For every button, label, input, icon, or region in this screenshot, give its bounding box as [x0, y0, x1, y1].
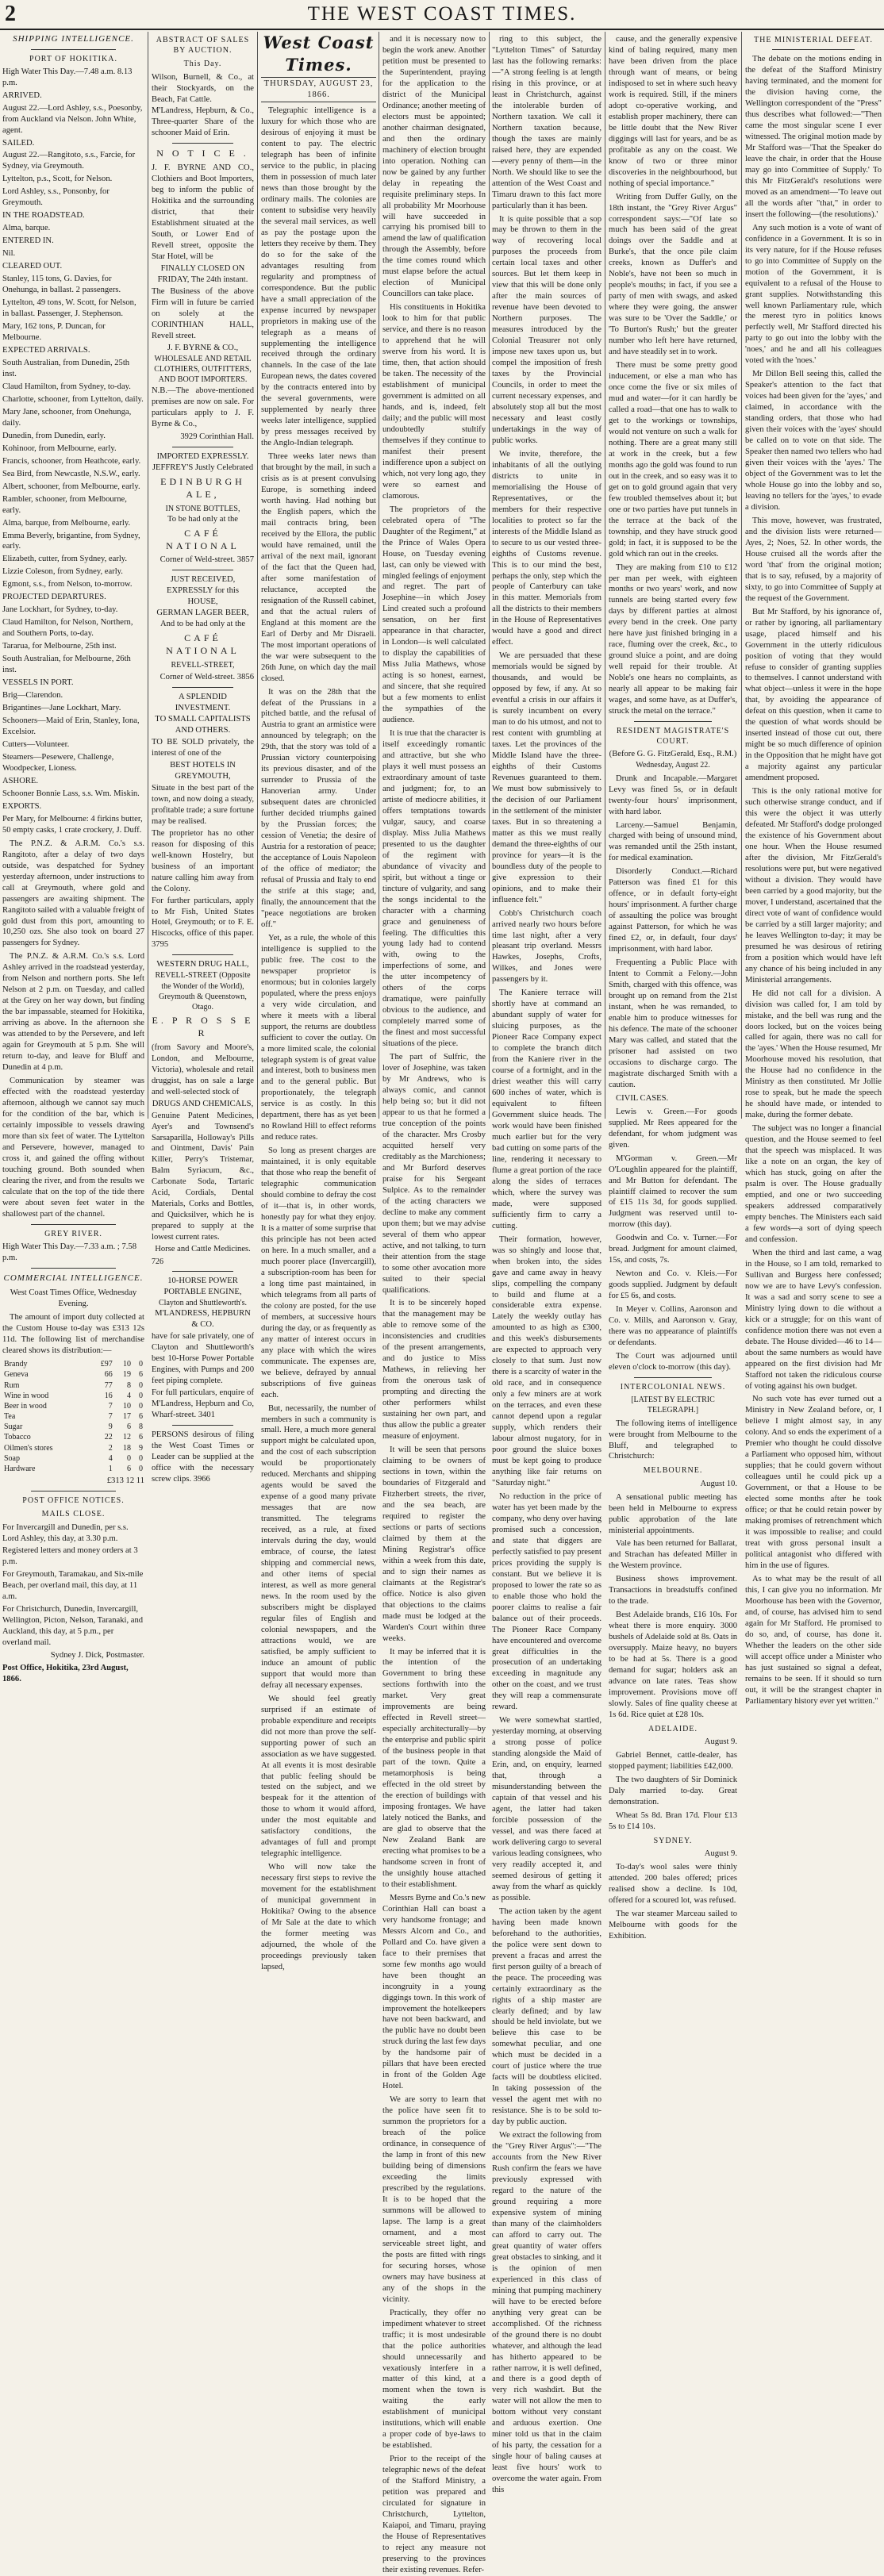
article-paragraph: It is to be sincerely hoped that the management may be able to remove some of the inconsistencies and crudities of the present arrangements, and do justice to Miss Mathews, in relieving her from the onerous task of prompting and directing the other performers whilst sustaining her own part, and thus allow the public a greater measure of enjoyment.	[382, 1299, 486, 1442]
shipping-line: Per Mary, for Melbourne: 4 firkins butter, 50 empty casks, 1 crate crockery, J. Duff.	[2, 814, 143, 835]
shipping-line: Tararua, for Melbourne, 25th inst.	[2, 642, 117, 651]
editorial-masthead: West Coast Times.	[263, 33, 375, 75]
article-paragraph: No reduction in the price of water has yet been made by the company, who deny over having promised such a concession, and state that diggers are perfectly satisfied to pay present prices providing the supply is constant. But we believe it is proposed to lower the rate so as to enable those who hold the poorer claims to realise a fair balance out of their proceeds. The Pioneer Race Company have encountered and overcome great difficulties in the prosecution of an undertaking exceeding in magnitude any other on the coast, and we trust they will reap a commensurate reward.	[492, 1491, 602, 1712]
divider	[172, 143, 233, 144]
shipping-line: Charlotte, schooner, from Lyttelton, daily.	[2, 394, 144, 404]
ministerial-paragraphs	[745, 54, 882, 1706]
article-paragraph: He did not call for a division. A division was called for, I am told by mistake, and the bell was rung and the doors locked, but on the voices being called for again, there was no call for the 'ayes.' When the House resumed, Mr Moorhouse moved his resolution, that the House had no confidence in the Ministry as then constituted. Mr Jollie rose to speak, but he made the speech he should have made, or intended to make, during the former debate.	[745, 989, 882, 1120]
column-advertisements	[152, 32, 254, 1484]
ad-signature: Corner of Weld-street. 3856	[160, 673, 254, 682]
divider	[634, 721, 711, 722]
column-court-intercolonial	[609, 32, 737, 1941]
duty-row	[2, 1369, 144, 1380]
ad-line: E. P R O S S E R	[152, 1015, 254, 1038]
ad-text: PERSONS desirous of filing the West Coast Times or Leader can be supplied at the office with the necessary screw clips. 3966	[152, 1430, 254, 1484]
court-case: The Court was adjourned until eleven o'clock to-morrow (this day).	[609, 1352, 737, 1372]
duty-table	[2, 1359, 144, 1474]
duty-row	[2, 1422, 144, 1432]
article-paragraph: Their formation, however, was so shingly and loose that, when broken into, the sides gave and came away in heavy slips, compelling the company to build and flume at a considerable extra expense. Lately the weekly outlay has amounted to as high as £300, and this week's disbursements are expected to approach very closely to that sum. Just now there is a scarcity of water in the old race, and in consequence only a few miners are at work on the terraces, and even these cannot depend upon a regular supply, which renders their labour almost nugatory, for in poor ground the sluice boxes must be kept going to produce anything like fair returns on "Saturday night."	[492, 1234, 602, 1488]
ad-signature: Corner of Weld-street. 3857	[160, 555, 254, 565]
court-case: Disorderly Conduct.—Richard Patterson was fined £1 for this offence, or in default forty-eight hours' imprisonment. A further charge of assaulting the police was brought against Patterson, for which he was fined £2, or, in default, four days' imprisonment, with hard labor.	[609, 867, 737, 954]
duty-cell: 6	[139, 1412, 143, 1422]
local-news-paragraphs	[382, 34, 486, 2576]
article-paragraph: This is the only rational motive for such otherwise strange conduct, and if this were the object it was utterly defeated. Mr Stafford's dodge prolonged the existence of his Government about one hour. When the House resumed after the division, Mr FitzGerald's resolutions were put, but were negatived without a division. They would have been carried by a good majority, but the mover, I understand, ascertained that the direct vote of want of confidence would be carried by a still larger majority; and he leaves Wellington to-day; it may be presumed he was desirous of retiring from a position which would have left any chance of his being included in any Ministerial arrangements.	[745, 787, 882, 985]
shipping-line: South Australian, from Dunedin, 25th inst.	[2, 358, 130, 378]
court-case: M'Gorman v. Green.—Mr O'Loughlin appeared for the plaintiff, and Mr Button for defendant. The plaintiff claimed to recover the sum of £15 11s 3d, for goods supplied. Judgment was reserved until to-morrow (this day).	[609, 1154, 737, 1230]
column-rule	[257, 32, 258, 1119]
shipping-line: Elizabeth, cutter, from Sydney, early.	[2, 555, 128, 564]
ad-text: For full particulars, enquire of M'Landress, Hepburn and Co, Wharf-street. 3401	[152, 1388, 254, 1420]
duty-cell: Tea	[4, 1412, 16, 1422]
shipping-line: ARRIVED.	[2, 90, 42, 100]
shipping-line: Claud Hamilton, for Nelson, Northern, and Southern Ports, to-day.	[2, 618, 133, 639]
article-paragraph: The action taken by the agent having been made known beforehand to the authorities, the police were sent down to prevent a fracas and arrest the first person guilty of a breach of the peace. The proceeding was certainly extraordinary as the rights of a ship master are clearly defined; and by law should be held inviolate, but we believe this case to be somewhat peculiar, and one which must be decided in a court of justice where the true facts will be doubtless elicited. In taking possession of the vessel the agent met with no resistance. She is to be sold to-day by public auction.	[492, 1906, 602, 2127]
duty-cell: Oilmen's stores	[4, 1443, 53, 1453]
ad-heading: A SPLENDID INVESTMENT.	[175, 693, 231, 713]
divider	[31, 1224, 116, 1225]
ad-text: TO BE SOLD privately, the interest of one of the	[152, 737, 254, 758]
news-item: The war steamer Marceau sailed to Melbourne with goods for the Exhibition.	[609, 1909, 737, 1941]
shipping-line: EXPORTS.	[2, 801, 42, 811]
port-heading: PORT OF HOKITIKA.	[29, 54, 117, 63]
ad-line: CAFÉ NATIONAL	[166, 632, 240, 657]
court-before: (Before G. G. FitzGerald, Esq., R.M.)	[609, 750, 737, 759]
shipping-line: Brigantines—Jane Lockhart, Mary.	[2, 704, 121, 713]
post-line: For Greymouth, Taramakau, and Six-mile Beach, per overland mail, this day, at 11 a.m.	[2, 1570, 144, 1602]
shipping-line: Kohinoor, from Melbourne, early.	[2, 443, 117, 453]
article-paragraph: Three weeks later news than that brought by the mail, in such a crisis as is at present convulsing Europe, is something indeed worth having. Had nothing but the English papers, which the mail contracts bring, been received by the Ellora, the public would have remained, until the arrival of the next mail, ignorant of the fact that the Queen had, after some manifestation of reluctance, accepted the resignation of the Russell cabinet, and that the actual rulers of England at this moment are the Earl of Derby and Mr Disraeli. The most important operations of the war were subsequent to the 26th June, on which day the mail closed.	[261, 452, 376, 683]
shipping-line: Sea Bird, from Newcastle, N.S.W., early.	[2, 469, 140, 478]
duty-cell: 9	[108, 1422, 113, 1432]
ad-line: And to be had only at the	[160, 620, 246, 629]
duty-total: £313 12 11	[106, 1476, 144, 1486]
melbourne-heading: MELBOURNE.	[643, 1466, 703, 1476]
divider	[31, 1268, 116, 1269]
news-item: Business shows improvement. Transactions in breadstuffs confined to the trade.	[609, 1575, 737, 1607]
duty-cell: 6	[139, 1370, 143, 1380]
auction-this-day: This Day.	[183, 60, 222, 69]
duty-cell: 9	[139, 1443, 143, 1453]
adelaide-paragraphs	[609, 1750, 737, 1833]
commercial-heading: COMMERCIAL INTELLIGENCE.	[3, 1273, 144, 1283]
duty-cell: Brandy	[4, 1360, 28, 1369]
shipping-line: SAILED.	[2, 138, 35, 148]
divider	[172, 1271, 233, 1272]
article-paragraph: Writing from Duffer Gully, on the 18th instant, the "Grey River Argus" correspondent says:—"Of late so much has been said of the great doings over the Saddle and at Burke's, that the once pile claim creeks, known as Duffer's and Noble's, have not been so much in people's mouths; in fact, if you see a party of men with swags, and asked where they were going, the answer was sure to be 'Over the Saddle,' or 'To Burton's Rush;' but the greater number who left here have returned, and have steadily set in to work.	[609, 192, 737, 357]
shipping-line: VESSELS IN PORT.	[2, 678, 74, 688]
page-number: 2	[5, 2, 16, 26]
post-line: For Christchurch, Dunedin, Invercargill, Wellington, Picton, Nelson, Taranaki, and Auckland, this day, at 5 p.m., per overland mail.	[2, 1605, 144, 1648]
auction-heading: ABSTRACT OF SALES BY AUCTION.	[156, 36, 250, 56]
ad-line: M'LANDRESS, HEPBURN & CO.	[155, 1309, 251, 1330]
shipping-line: Alma, barque.	[2, 224, 51, 233]
article-paragraph: They are making from £10 to £12 per man per week, with eighteen months or two years' work, and now tunnels are being started every few days by different parties at almost every bend in the creek. One party here have just finished bringing in a race, fluming over the creek, &c., to ground sluice a point, and are doing well repaid for their trouble. At Noble's one hears no complaints, as nearly all appear to be making fair wages, and some have, as at Duffer's, struck the metal on the terrace."	[609, 562, 737, 716]
article-paragraph: and it is necessary now to begin the work anew. Another petition must be presented to the Superintendent, praying for the application to the district of the Municipal Ordinance; another meeting of electors must be appointed; another chairman designated, and then the ordinary machinery of election brought into operation. Nothing can now be gained by any further delay in repeating the requisite preliminary steps. In all probability Mr Moorhouse will have succeeded in carrying his promised bill to amend the law of qualification through the Assembly, before the time comes round which must elapse before the actual election of Municipal Councillors can take place.	[382, 35, 486, 299]
duty-cell: Hardware	[4, 1465, 36, 1473]
ad-line: REVELL-STREET,	[171, 660, 235, 670]
intercolonial-intro: The following items of intelligence were brought from Melbourne to the Bluff, and telegraphed to Christchurch:	[609, 1419, 737, 1461]
court-case: CIVIL CASES.	[616, 1093, 669, 1103]
shipping-line: Steamers—Pesewere, Challenge, Woodpecker, Lioness.	[2, 752, 114, 773]
duty-cell: 0	[139, 1465, 143, 1473]
article-paragraph: We are persuaded that these memorials would be signed by thousands, and would be opposed by few, if any. At so eventful a crisis in our affairs it is surely incumbent on every man to do his utmost, and not to rest content with grumbling at taxes. Let the provinces of the Middle Island have the three-eighths of their Customs Revenues guaranteed to them. We must bow submissively to the decision of our Parliament in the settlement of the minister taxes. But in so threatening a matter as this we must really demand the three-eighths of our province for years—it is the boundless duty of the people to give expression to their opinions, and to make their influence felt."	[492, 651, 602, 904]
column-shipping-commercial	[2, 32, 144, 1684]
shipping-line: Schooners—Maid of Erin, Stanley, Iona, Excelsior.	[2, 716, 140, 737]
auction-item: M'Landress, Hepburn, & Co., Three-quarter Share of the schooner Maid of Erin.	[152, 106, 254, 138]
duty-row	[2, 1464, 144, 1474]
post-date: Post Office, Hokitika, 23rd August, 1866.	[2, 1664, 129, 1684]
article-paragraph: The debate on the motions ending in the defeat of the Stafford Ministry having terminated, and the moment for the division having come, the Wellington correspondent of the "Press" thus describes what followed:—"Then came the most singular scene I ever witnessed. The original motion made by Mr Stafford was—'That the Speaker do leave the chair, in order that the House may go into Committee of Supply.' To this Mr FitzGerald's resolutions were moved as an amendment—'To leave out all the words after "that," in order to insert the following—(the resolutions).'	[745, 55, 882, 219]
ad-heading: JUST RECEIVED,	[170, 575, 236, 585]
news-item: The two daughters of Sir Dominick Daly married to-day. Great demonstration.	[609, 1776, 737, 1806]
duty-cell: 0	[139, 1401, 143, 1411]
article-paragraph: Yet, as a rule, the whole of this intelligence is supplied to the public free. The cost to the newspaper proprietor is enormous; but in colonies largely populated, where the press enjoys a very wide circulation, and where it meets with a liberal support, the returns are doubtless sufficient to cover the outlay. On a more limited scale, the colonial telegraph system is of great value and interest, both to business men and to the general public. But proportionately, the telegraph service is as costly. In this department, there has as yet been no Rowland Hill to effect reforms and reduce rates.	[261, 933, 376, 1142]
article-paragraph: His constituents in Hokitika look to him for that public service, and there is no reason to apprehend that he will swerve from his word. It is time, then, that action should be taken. The necessity of the establishment of municipal government is admitted on all hands, and is, indeed, felt daily; and the public will most undoubtedly stultify themselves if they continue to manifest their present indifference upon a subject on which, not very long ago, they were so earnest and clamorous.	[382, 303, 486, 501]
duty-cell: 16	[104, 1391, 113, 1400]
article-paragraph: We extract the following from the "Grey River Argus":—"The accounts from the New River Rush confirm the fears we have previously expressed with regard to the nature of the ground requiring a more expensive system of mining than many of the claimholders can afford to carry out. The great quantity of water offers great obstacles to sinking, and it is the opinion of men experienced in this class of mining that pumping machinery will have to be erected before anything very great can be accomplished. Of the richness of the ground there is no doubt whatever, and although the lead has hitherto appeared to be rather narrow, it is well defined, and there is a good depth of very rich washdirt. But the water will not allow the men to bottom without very constant and arduous exertion. One miner told us that in the claim of his party, the cessation for a single hour of baling causes at least five hours' work to overcome the water again. From this	[492, 2131, 602, 2495]
duty-cell: 10	[123, 1401, 131, 1411]
ad-line: CAFÉ NATIONAL	[166, 527, 240, 551]
shipping-line: Stanley, 115 tons, G. Davies, for Onehunga, in ballast. 2 passengers.	[2, 274, 121, 295]
article-paragraph: But Mr Stafford, by his ignorance of, or rather by ignoring, all parliamentary usage, placed himself and his Government in the utterly ridiculous position of voting that they would refuse to consider of granting supplies to themselves. I cannot understand with what object—unless it were in the hope that, by avoiding the appearance of defeat on this question, when it came to the question of what words should be inserted instead of those cut out, there might be so much difference of opinion in the Opposition that he might have got a majority against any particular amendment proposed.	[745, 607, 882, 783]
article-paragraph: Cobb's Christchurch coach arrived nearly two hours before time last night, after a very pleasant trip overland. Messrs Hawkes, Josephs, Crofts, Wilkes, and Jones were passengers by it.	[492, 908, 602, 985]
ad-line: JEFFREY'S Justly Celebrated	[152, 463, 254, 473]
shipping-line: South Australian, for Melbourne, 26th inst.	[2, 655, 131, 675]
duty-cell: 4	[108, 1453, 113, 1463]
nb-signature: 3929 Corinthian Hall.	[180, 432, 254, 442]
column-local-news	[382, 32, 486, 2574]
divider	[31, 49, 116, 50]
ad-line: GERMAN LAGER BEER,	[156, 608, 249, 618]
duty-cell: 22	[104, 1433, 113, 1442]
shipping-line: Mary Jane, schooner, from Onehunga, daily.	[2, 407, 132, 428]
duty-row	[2, 1391, 144, 1401]
post-lines	[2, 1522, 144, 1649]
duty-cell: Soap	[4, 1453, 20, 1463]
court-heading: RESIDENT MAGISTRATE'S COURT.	[616, 727, 730, 747]
notice-heading: N O T I C E .	[156, 148, 249, 159]
news-item: Best Adelaide brands, £16 10s. For wheat there is more enquiry. 3000 bushels of Adelaide sold at 8s. Oats in oversupply. Maize heavy, no buyers to be had at 5s. There is a good demand for sugar; holders ask an advance on late rates. Teas show improvement. Provisions move off slowly. Sales of fine quality cheese at 1s 6d. Rice quiet at £28 10s.	[609, 1610, 737, 1719]
divider	[172, 687, 233, 688]
column-local-news-continued	[492, 32, 602, 2495]
duty-cell: 0	[139, 1380, 143, 1390]
duty-cell: 12	[123, 1433, 131, 1442]
duty-cell: 66	[104, 1370, 113, 1380]
duty-cell: 8	[139, 1422, 143, 1432]
shipping-line: August 22.—Lord Ashley, s.s., Poesonby, from Auckland via Nelson. John White, agent.	[2, 103, 143, 135]
shipping-line: Emma Beverly, brigantine, from Sydney, early.	[2, 531, 140, 551]
nb-text: N.B.—The above-mentioned premises are now on sale. For particulars apply to J. F. Byrne & Co.,	[152, 386, 254, 429]
article-paragraph: This move, however, was frustrated, and the division lists were returned—Ayes, 2; Noes, 52. In other words, the House cruised all the words after the word 'that' from the original motion; that is to say, refused, by a majority of sixty, to go into Committee of Supply at the request of the Government.	[745, 516, 882, 603]
article-paragraph: It may be inferred that it is the intention of the Government to bring these sections forthwith into the market. Very great improvements are being effected in Revell street—especially architecturally—by the enterprise and public spirit of the business people in that part of the town. Quite a metamorphosis is being effected in the old street by the erection of buildings with imposing frontages. We have lately noticed the Banks, and are glad to observe that the New Zealand Bank are erecting what promises to be a handsome screen in front of the unsightly house attached to their establishment.	[382, 1647, 486, 1889]
court-paragraphs	[609, 774, 737, 1373]
shipping-lines	[2, 67, 144, 836]
ad-text: have for sale privately, one of Clayton and Shuttleworth's best 10-Horse Power Portable Engines, with Pumps and 200 feet piping complete.	[152, 1332, 254, 1386]
article-paragraph: The part of Sulfric, the lover of Josephine, was taken by Mr Andrews, who is always comic, and cannot help being so; but it did not appear to us that he formed a true conception of the points of the character. Mrs Crosby acquitted herself very creditably as the Marchioness; and Mr Burford deserves praise for his Sergeant Sulpice. As to the remainder of the acting characters we decline to make any comment upon them; but we may advise several of them who appear active, and not talking, to turn their attention from the stage to some other avocation more suited to their special qualifications.	[382, 1053, 486, 1295]
ad-line: REVELL-STREET (Opposite the Wonder of the World), Greymouth & Queenstown, Otago.	[155, 971, 251, 1012]
duty-row	[2, 1401, 144, 1411]
news-item: A sensational public meeting has been held in Melbourne to express public approbation of the late ministerial appointments.	[609, 1492, 737, 1535]
duty-row	[2, 1411, 144, 1422]
masthead-title: THE WEST COAST TIMES.	[307, 3, 577, 25]
duty-cell: Geneva	[4, 1370, 29, 1380]
sydney-heading: SYDNEY.	[653, 1836, 693, 1845]
article-paragraph: cause, and the generally expensive kind of baling required, many men have been driven from the place through want of means, or being indisposed to set in where such heavy work is required. Still, if the miners adopt co-operative working, and establish proper machinery, there can be little doubt that the New River diggings will last for years, and be as profitable as any on the coast. We know of two or three minor discoveries in the neighbourhood, but nothing of special importance."	[609, 35, 737, 188]
imported-heading: IMPORTED EXPRESSLY.	[156, 452, 249, 462]
duty-cell: 7	[108, 1401, 113, 1411]
duty-row	[2, 1443, 144, 1453]
article-paragraph: The Kaniere terrace will shortly have at command an abundant supply of water for sluicing purposes, as the Pioneer Race Company expect to complete the branch ditch from the Kaniere river in the course of a fortnight, and in the driest weather this will carry 600 inches of water, which is equivalent to fifteen Government sluice heads. The work would have been finished much earlier but for the very bad cutting on some parts of the line, rendering it necessary to flume a great portion of the race along the sides of terraces which, where the survey was made, were supposed sufficiently firm to carry a cutting.	[492, 989, 602, 1230]
column-ministerial-defeat	[745, 32, 882, 1706]
diggings-paragraphs	[609, 34, 737, 717]
firm-name: J. F. BYRNE & CO.,	[167, 343, 239, 352]
shipping-line: EXPECTED ARRIVALS.	[2, 345, 90, 355]
court-case: Larceny.—Samuel Benjamin, charged with being of unsound mind, was remanded until the 25th instant, for medical examination.	[609, 820, 737, 863]
shipping-line: Schooner Bonnie Lass, s.s. Wm. Miskin.	[2, 789, 140, 798]
article-paragraph: We should feel greatly surprised if an estimate of probable expenditure and receipts did not more than prove the self-supporting power of such an association as we have suggested. At all events it is most desirable that public feeling should be tested on the subject, and we bespeak for it the attention of those to whom it would afford, under the most equitable and satisfactory conditions, the advantages of full and prompt telegraphic intelligence.	[261, 1694, 376, 1859]
ad-line: EDINBURGH ALE,	[160, 476, 245, 500]
ad-line: EXPRESSLY for this HOUSE,	[167, 586, 239, 607]
article-paragraph: It was on the 28th that the defeat of the Prussians in a pitched battle, and the refusal of Austria to grant an armistice were announced by telegraph; on the 29th, that the story was told of a Prussian victory counterpoising its previous disaster, and of the surrender to Prussia of the Hanoverian army. Under subsequent dates are chronicled further decided triumphs gained by the Prussian forces; the cession of Venetia; the desire of Austria for a restoration of peace; the acceptance of Louis Napoleon of the office of mediator; the refusal of Prussia and Italy to end the strife at this stage; and, finally, the announcement that the "peace negotiations are broken off."	[261, 687, 376, 929]
duty-cell: 0	[139, 1453, 143, 1463]
court-case: Frequenting a Public Place with Intent to Commit a Felony.—John Smith, charged with this offence, was brought up on remand from the 21st instant, when he was remanded, to enable him to produce witnesses for his defence. The mate of the schooner Mary was called, and stated that the prisoner had assisted on two occasions to discharge cargo. The magistrate discharged Smith with a caution.	[609, 958, 737, 1089]
ad-text: (from Savory and Moore's, London, and Melbourne, Victoria), wholesale and retail druggist, has on sale a large and well-selected stock of	[152, 1042, 254, 1096]
article-paragraph: We were somewhat startled, yesterday morning, at observing a strong posse of police standing alongside the Maid of Erin, and, on enquiry, learned that, through a misunderstanding between the captain of that vessel and his agent, the latter had taken forcible possession of the vessel, and was there faced at work delivering cargo to several various leading consignees, who very readily accepted it, and seemed desirous of getting it away from the wharf as quickly as possible.	[492, 1716, 602, 1902]
shipping-line: Lizzie Coleson, from Sydney, early.	[2, 567, 123, 577]
court-case: Lewis v. Green.—For goods supplied. Mr Rees appeared for the defendant, for whom judgment was given.	[609, 1107, 737, 1150]
article-paragraph: We are sorry to learn that the police have seen fit to summon the proprietors for a breach of the police ordinance, in consequence of the lamp in front of this new building being of dimensions exceeding the limits prescribed by the regulations. It is to be hoped that the summons will be allowed to lapse. The lamp is a great ornament, and a most serviceable street light, and the posts are fitted with rings for securing horses, whose owners may have business at any of the shops in the vicinity.	[382, 2095, 486, 2304]
duty-cell: 4	[127, 1391, 131, 1400]
ad-line: IN STONE BOTTLES,	[165, 504, 240, 513]
article-paragraph: The P.N.Z. & A.R.M. Co.'s s.s. Rangitoto, after a delay of two days outside, was despatched for Sydney yesterday afternoon, under instructions to call at Greymouth, where gold and passengers are awaiting shipment. The Rangitoto sailed with a valuable freight of gold dust from this port, amounting to 10,250 ozs. She also took on board 27 passengers for Sydney.	[2, 839, 144, 948]
article-paragraph: Mr Dillon Bell seeing this, called the Speaker's attention to the fact that voices had been given for the 'ayes,' and claimed, in accordance with the standing orders, that those who had given their voices with the 'ayes' should be called on to vote on that side. The Speaker then named two tellers who had given their voices with the 'ayes.' The object of the Government was to let the whole House go into the lobby and so, leaving no tellers for the 'ayes,' to evade a division.	[745, 370, 882, 512]
shipping-line: Brig—Clarendon.	[2, 691, 63, 701]
melbourne-paragraphs	[609, 1492, 737, 1721]
duty-cell: Tobacco	[4, 1433, 31, 1442]
shipping-line: Claud Hamilton, from Sydney, to-day.	[2, 382, 131, 391]
commercial-text: The amount of import duty collected at the Custom House to-day was £313 12s 11d. The following list of merchandise cleared shows its distribution:—	[2, 1313, 144, 1356]
duty-cell: 6	[127, 1422, 131, 1432]
melbourne-date: August 10.	[700, 1479, 737, 1488]
duty-cell: £97	[100, 1360, 113, 1369]
duty-cell: 6	[139, 1433, 143, 1442]
shipping-line: Cutters—Volunteer.	[2, 739, 70, 749]
article-paragraph: There must be some pretty good inducement, or else a man who has once come the five or six miles of mud and water—for it can hardly be called a road—that one has to walk to get to the workings or townships, would not venture on such a walk for nothing. There are a great many still at work in the creek, but a few months ago the gold was found to run out in the creek, and so easy was it to get on to gold ground again that very few troubled themselves about it; but one or two parties have put tunnels in the terrace at the back of the township, and they have struck good gold; in fact, it is supposed to be the gold which ran out in the creeks.	[609, 361, 737, 559]
duty-cell: 6	[127, 1465, 131, 1473]
duty-cell: 0	[127, 1453, 131, 1463]
duty-cell: 18	[123, 1443, 131, 1453]
ad-text: Situate in the best part of the town, and now doing a steady, profitable trade; a sure fortune may be realised.	[152, 783, 254, 826]
article-paragraph: As to what may be the result of all this, I can give you no information. Mr Moorhouse has been with the Governor, and, of course, has advised him to send again for Mr Stafford. He promised to do so, and, of course, has done it. Whether the leaders on the other side will accept office under a Minister who has just sustained so signal a defeat, remains to be seen. If it should so turn out, it will be the strangest chapter in Parliamentary history ever yet written."	[745, 1574, 882, 1706]
news-item: Wheat 5s 8d. Bran 17d. Flour £13 5s to £14 10s.	[609, 1810, 737, 1831]
shipping-line: IN THE ROADSTEAD.	[2, 211, 85, 221]
shipping-line: Lyttelton, p.s., Scott, for Nelson.	[2, 175, 113, 184]
shipping-line: August 22.—Rangitoto, s.s., Farcie, for Sydney, via Greymouth.	[2, 151, 136, 171]
article-paragraph: But, necessarily, the number of members in such a community is small. Here, a much more general support might be calculated upon, and the cost of each subscription would be proportionately reduced. Merchants and shipping agents would be saved the expense of a good many private messages that are now transmitted. The telegrams received, as a rule, at fixed intervals during the day, would embrace, of course, the latest shipping and commercial news, and other items of special interest, as well as more general news. In the room used by the subscribers might be displayed regular files of English and colonial newspapers, and the attractions would, we are satisfied, be amply sufficient to induce an amount of public support that would more than defray all necessary expenses.	[261, 1403, 376, 1690]
article-paragraph: No such vote has ever turned out a Ministry in New Zealand before, or, I believe I might almost say, in any colony. And so ends the experiment of a Premier who thought he could dissolve a Parliament who opposed him, without supplies; that he could govern without colleagues until he could pick up a Government, or that a House to be elected some months after he took office; or that he could retain power by making promises of retrenchment which it was impossible to realise; and could treat with gross personal insult a political antagonist who differed with him in the use of figures.	[745, 1395, 882, 1570]
column-rule	[741, 32, 742, 1119]
intercolonial-sub: [LATEST BY ELECTRIC TELEGRAPH.]	[631, 1395, 715, 1415]
divider	[172, 1425, 233, 1426]
masthead	[0, 0, 884, 30]
post-line: For Invercargill and Dunedin, per s.s. Lord Ashley, this day, at 3.30 p.m.	[2, 1522, 129, 1543]
shipping-line: ASHORE.	[2, 776, 39, 785]
ministerial-heading: THE MINISTERIAL DEFEAT.	[754, 36, 873, 44]
editorial-date: THURSDAY, AUGUST 23, 1866.	[261, 77, 376, 102]
duty-row	[2, 1380, 144, 1391]
post-office-heading: POST OFFICE NOTICES.	[22, 1496, 125, 1506]
auction-item: Wilson, Burnell, & Co., at their Stockyards, on the Beach, Fat Cattle.	[152, 72, 254, 104]
article-paragraph: Communication by steamer was effected with the roadstead yesterday afternoon, although we cannot say much for the condition of the bar, which is certainly impossible to vessels drawing more than six feet of water. The Lyttelton and Persevere, however, managed to cross it, and gained the offing without touching ground. Both sounded when clearing the river, and from the results we calculate that on the top of the tide there were about seven feet water in the shallowest part of the channel.	[2, 1077, 144, 1219]
court-case: In Meyer v. Collins, Aaronson and Co. v. Mills, and Aaronson v. Gray, there was no appearance of plaintiffs or defendants.	[609, 1305, 737, 1348]
court-case: Newton and Co. v. Kleis.—For goods supplied. Judgment by default for £5 6s, and costs.	[609, 1269, 737, 1301]
court-case: Goodwin and Co. v. Turner.—For bread. Judgment for amount claimed, 15s, and costs, 7s.	[609, 1234, 737, 1265]
article-paragraph: The P.N.Z. & A.R.M. Co.'s s.s. Lord Ashley arrived in the roadstead yesterday, from Nelson and northern ports. She left Nelson at 2 p.m. on Tuesday, and called at the Grey on her way down, but finding the bar impassable, steamed for Hokitika, arriving as above. In the afternoon she was attended to by the Persevere, and left again for Greymouth at 5 p.m. She will return to-day, and leave for Bluff and Dunedin at 4 p.m.	[2, 952, 144, 1073]
article-paragraph: It is quite possible that a sop may be thrown to them in the way of recovering local purposes the proceeds from certain local taxes and other sources. But let them keep in view that this will be done only after the main sources of revenue have been devoted to Northern purposes. The measures introduced by the Colonial Treasurer not only impose new taxes upon us, but compel the imposition of fresh taxes by the Provincial Councils, in order to meet the current necessary expenses, and absolutely stop all but the most necessary and least costly undertakings in the way of public works.	[492, 214, 602, 445]
shipping-line: Dunedin, from Dunedin, early.	[2, 431, 106, 440]
firm-trade: WHOLESALE AND RETAIL CLOTHIERS, OUTFITTERS, AND BOOT IMPORTERS.	[154, 354, 252, 385]
duty-cell: 0	[139, 1360, 143, 1369]
article-paragraph: It is true that the character is itself exceedingly romantic and attractive, but she who plays it well must possess an extraordinary amount of taste and judgment; for, to an artiste of mediocre abilities, it offers temptations towards vulgar, saucy, and coarse display. Miss Julia Mathews presented to us the daughter of the regiment with abundance of vivacity and spirit, but without a tinge or tincture of vulgarity, and sang the songs incidental to the character with a charming grace and genuineness of feeling. The difficulties this young lady had to contend with, owing to the imperfections of some, and the utter incompetency of others of the corps dramatique, were painfully obvious to the audience, and completely marred some of the finest and most successful situations of the piece.	[382, 729, 486, 1049]
shipping-line: Francis, schooner, from Heathcote, early.	[2, 456, 141, 466]
adelaide-heading: ADELAIDE.	[648, 1724, 698, 1733]
shipping-line: ENTERED IN.	[2, 236, 54, 246]
shipping-line: Mary, 162 tons, P. Duncan, for Melbourne.	[2, 322, 106, 343]
duty-row	[2, 1432, 144, 1442]
shipping-line: High Water This Day.—7.48 a.m. 8.13 p.m.	[2, 67, 133, 87]
article-paragraph: Any such motion is a vote of want of confidence in a Government. It is so in its very nature, for if the House refuses to go into Committee of Supply on the motion of the Government, it is equivalent to a refusal of the House to grant supplies. Notwithstanding this well known Parliamentary rule, which the merest tyro in politics knows perfectly well, Mr Stafford directed his party to go out into the lobby with the 'noes,' and he and all his colleagues voted with the 'noes.'	[745, 223, 882, 366]
divider	[634, 1377, 711, 1378]
duty-row	[2, 1359, 144, 1369]
duty-cell: Rum	[4, 1380, 20, 1390]
ad-line: BEST HOTELS IN GREYMOUTH,	[170, 760, 236, 781]
article-paragraph: Prior to the receipt of the telegraphic news of the defeat of the Stafford Ministry, a petition was prepared and circulated for signature in Christchurch, Lyttelton, Kaiapoi, and Timaru, praying the House of Representatives to reject any measure not preserving to the provinces their existing revenues. Refer-	[382, 2455, 486, 2574]
article-paragraph: Practically, they offer no impediment whatever to street traffic; it is most undesirable that the police authorities should unnecessarily and vexatiously interfere in a matter of this kind, at a moment when the town is waiting the early establishment of municipal institutions, which will enable a proper code of bye-laws to be established.	[382, 2308, 486, 2451]
article-paragraph: So long as present charges are maintained, it is only equitable that those who reap the benefit of telegraphic communication should combine to defray the cost of it—that is, in other words, honestly pay for what they enjoy. It is a matter of some surprise that this principle has not been acted on here. In a much smaller, and a much poorer place (Invercargill), a subscription-room has been for a long time past maintained, in which telegrams from all parts of the colony are posted, for the use of members, at successive hours during the day, or as frequently as any matter of interest occurs in any place with which the wires communicate. The expenses are, we believe, defrayed by annual subscriptions of five guineas each.	[261, 1146, 376, 1399]
ad-heading: WESTERN DRUG HALL,	[156, 960, 249, 969]
article-paragraph: Messrs Byrne and Co.'s new Corinthian Hall can boast a very handsome frontage; and Messrs Alcorn and Co., and Pollard and Co. have given a face to their premises that some few months ago would have been thought an incongruity in a young diggings town. In this work of improvement the hotelkeepers have not been backward, and the public have no doubt been struck during the last few days by the handsome pair of pillars that have been erected in front of the Golden Age Hotel.	[382, 1893, 486, 2091]
duty-cell: 10	[123, 1360, 131, 1369]
news-item: Vale has been returned for Ballarat, and Strachan has defeated Miller in the Western province.	[609, 1539, 737, 1571]
grey-river-line: High Water This Day.—7.33 a.m. ; 7.58 p.m.	[2, 1242, 137, 1262]
ad-line: DRUGS AND CHEMICALS,	[152, 1099, 254, 1108]
ad-line: Clayton and Shuttleworth's.	[159, 1299, 247, 1308]
article-paragraph: We invite, therefore, the inhabitants of all the outlying districts to unite in memorialising the House of Representatives, or the members for their respective localities to protect so far the interests of the Middle Island as to secure to us our vested three-eighths of Customs revenue. This is to our mind the best, perhaps the only, step which the people of Canterbury can take in this matter. Memorials from all the districts to their members in the House of Representatives would have a good and direct effect.	[492, 449, 602, 647]
column-rule	[489, 32, 490, 1119]
ad-line: To be had only at the	[167, 514, 238, 524]
shipping-line: Albert, schooner, from Melbourne, early.	[2, 482, 140, 491]
post-line: Registered letters and money orders at 3 p.m.	[2, 1546, 138, 1567]
local-news-paragraphs	[492, 34, 602, 2496]
ad-heading: 10-HORSE POWER PORTABLE ENGINE,	[163, 1276, 242, 1297]
article-paragraph: Who will now take the necessary first steps to revive the movement for the establishment of municipal government in Hokitika? Owing to the absence of Mr Sale at the date to which the former meeting was adjourned, the whole of the proceedings previously taken lapsed,	[261, 1863, 376, 1971]
duty-cell: Wine in wood	[4, 1391, 49, 1400]
divider	[172, 954, 233, 955]
shipping-line: Jane Lockhart, for Sydney, to-day.	[2, 605, 118, 615]
shipping-line: Alma, barque, from Melbourne, early.	[2, 518, 131, 528]
article-paragraph: It will be seen that persons claiming to be owners of sections in town, within the boundaries of Fitzgerald and Fitzherbert streets, the river, and the sea beach, are required to register the sections or parts of sections claimed by them at the Mining Registrar's office within a week from this date, and to sign their names as claimants at the Registrar's office. Notice is also given that objections to the claims made must be lodged at the Warden's Court within three weeks.	[382, 1445, 486, 1643]
adelaide-date: August 9.	[704, 1737, 737, 1747]
ad-text: Genuine Patent Medicines, Ayer's and Townsend's Sarsaparilla, Holloway's Pills and Ointment, Davis' Pain Killer, Perry's Tristemar, Balm Syriacum, &c., Carbonate Soda, Tartaric Acid, Cordials, Dental Materials, Corks and Bottles, and Quicksilver, which he is prepared to supply at the lowest current rates.	[152, 1111, 254, 1242]
shipping-line: Lyttelton, 49 tons, W. Scott, for Nelson, in ballast. Passenger, J. Stephenson.	[2, 298, 136, 319]
grey-river-heading: GREY RIVER.	[44, 1229, 102, 1238]
mails-close: MAILS CLOSE.	[41, 1510, 106, 1519]
duty-cell: 1	[108, 1465, 113, 1473]
court-case: Drunk and Incapable.—Margaret Levy was fined 5s, or in default twenty-four hours' imprisonment, with hard labor.	[609, 774, 737, 816]
ad-text: The proprietor has no other reason for disposing of this well-known Hostelry, but business of an important nature calling him away from the Colony.	[152, 828, 254, 893]
news-item: To-day's wool sales were thinly attended. 200 bales offered; prices realised show a decline. Is 10d, offered for a scoured lot, was refused.	[609, 1863, 737, 1905]
intercolonial-heading: INTERCOLONIAL NEWS.	[620, 1383, 726, 1392]
court-date: Wednesday, August 22.	[636, 761, 710, 770]
news-item: Gabriel Bennet, cattle-dealer, has stopped payment; liabilities £42,000.	[609, 1751, 737, 1772]
duty-cell: 2	[108, 1443, 113, 1453]
ad-text: For further particulars, apply to Mr Fish, United States Hotel, Greymouth; or to F. E. Hiscocks, office of this paper. 3795	[152, 896, 254, 950]
ad-line: Horse and Cattle Medicines.	[155, 1245, 251, 1254]
duty-cell: 7	[108, 1412, 113, 1422]
shipping-line: Egmont, s.s., from Nelson, to-morrow.	[2, 580, 133, 589]
sydney-date: August 9.	[704, 1849, 737, 1859]
article-paragraph: When the third and last came, a wag in the House, so I am told, remarked to Sullivan and Burgess here confessed; now we are to have Levy's confession. It was a sad and sorry scene to see a Ministry lying down to die without a kick or a struggle; for on this want of confidence motion there was not even a debate. The House divided—46 to 14—about the same numbers as would have appeared on the first division had Mr Stafford not taken the ridiculous course of voting against his own budget.	[745, 1248, 882, 1391]
article-paragraph: ring to this subject, the "Lyttelton Times" of Saturday last has the following remarks:—"A strong feeling is at length rising in this province, or at least in Christchurch, against the intolerable burden of Northern taxation. We call it Northern taxation because, though the taxes are mainly raised here, they are expended—every penny of them—in the North. We should like to see the attention of the West Coast and Timaru drawn to this fact more particularly than it has been.	[492, 35, 602, 210]
commercial-intro: West Coast Times Office, Wednesday Evening.	[10, 1288, 137, 1309]
shipping-line: Nil.	[2, 249, 16, 259]
duty-cell: 19	[123, 1370, 131, 1380]
shipping-line: Lord Ashley, s.s., Ponsonby, for Greymouth.	[2, 187, 110, 208]
duty-cell: 8	[127, 1380, 131, 1390]
shipping-line: Rambler, schooner, from Melbourne, early.	[2, 494, 127, 515]
ad-number: 726	[152, 1257, 163, 1267]
divider	[772, 49, 854, 50]
duty-cell: 77	[104, 1380, 113, 1390]
editorial-paragraphs	[261, 106, 376, 1973]
notice-text: J. F. BYRNE AND CO., Clothiers and Boot Importers, beg to inform the public of Hokitika and the surrounding district, that their Establishment situated at the South, or Lower End of Revell street, opposite the Star Hotel, will be	[152, 163, 254, 261]
column-editorial	[261, 32, 376, 1971]
shipping-line: PROJECTED DEPARTURES.	[2, 593, 106, 602]
shipping-line: CLEARED OUT.	[2, 262, 63, 271]
duty-cell: 17	[123, 1412, 131, 1422]
post-signature: Sydney J. Dick, Postmaster.	[50, 1651, 144, 1660]
duty-cell: 0	[139, 1391, 143, 1400]
article-paragraph: The subject was no longer a financial question, and the House seemed to feel that the speech was misplaced. It was like a note on an organ, the key of which has stuck, going on after the psalm is over. The House gradually emptied, and one or two succeeding speakers addressed comparatively empty benches. The Ministers each said a few words—a sort of dying speech and confession.	[745, 1124, 882, 1244]
shipping-heading: SHIPPING INTELLIGENCE.	[13, 34, 134, 44]
duty-cell: Sugar	[4, 1422, 23, 1432]
article-paragraph: The proprietors of the celebrated opera of "The Daughter of the Regiment," at the Prince of Wales Opera House, on Tuesday evening last, can only be viewed with mingled feelings of enjoyment and regret. The part of Josephine—in which Josey Lind created such a profound sensation, on her first appearance in that character, in London—is well calculated to display the capabilities of Miss Julia Mathews, whose acting is so honest, earnest, and sincere, that she required but a few moments to enlist the sympathies of the audience.	[382, 505, 486, 725]
duty-row	[2, 1453, 144, 1464]
sydney-paragraphs	[609, 1862, 737, 1942]
closed-line: FINALLY CLOSED ON FRIDAY, The 24th instant.	[157, 263, 248, 284]
article-paragraph: Telegraphic intelligence is a luxury for which those who are desirous of enjoying it must be content to pay. The electric telegraph has been of infinite service to the public, in placing them in possession of much later news than those brought by the ordinary mails. The colonies are content to subsidise very heavily the several mail services, as well as pay the postage upon the letters they receive by them. They do so for the sake of the advantages resulting from regularity and promptness of correspondence. But the public have a small appreciation of the expense incurred by newspaper proprietors in making use of the telegraph as a means of supplementing the intelligence received through the ordinary channels. In the case of the late European news, the dates covered by the contracts entered into by the several governments, were supplemented by nearly three weeks later intelligence, supplied by press messages received by the Anglo-Indian telegraph.	[261, 106, 376, 448]
duty-cell: Beer in wood	[4, 1401, 47, 1411]
ad-line: TO SMALL CAPITALISTS AND OTHERS.	[155, 715, 251, 735]
notice-text: The Business of the above Firm will in future be carried on solely at the CORINTHIAN HALL, Revell street.	[152, 286, 254, 340]
